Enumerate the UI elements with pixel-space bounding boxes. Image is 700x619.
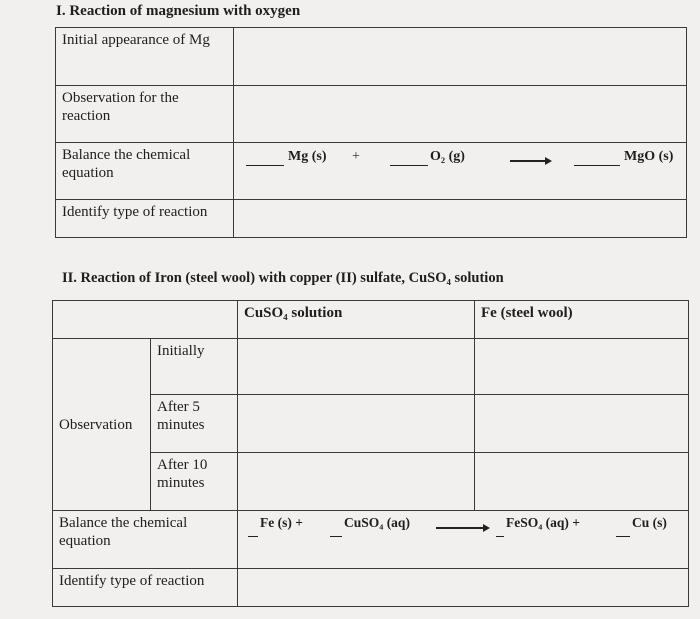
- row-label-balance: Balance the chemical equation: [56, 143, 234, 200]
- header-blank: [53, 301, 238, 339]
- row-label-identify: Identify type of reaction: [56, 200, 234, 238]
- eq-reactant-mg: Mg (s): [288, 149, 327, 164]
- section2-title: II. Reaction of Iron (steel wool) with copper (II) sulfate, CuSO₄ solution: [62, 270, 504, 286]
- answer-cell-identify-fe[interactable]: [238, 569, 689, 607]
- eq-reactant-cuso4: CuSO₄ (aq): [344, 515, 410, 530]
- time-after-10: After 10 minutes: [151, 453, 238, 511]
- eq-reactant-fe: Fe (s) +: [260, 515, 303, 530]
- observation-label: Observation: [53, 339, 151, 511]
- iron-table: [52, 300, 689, 607]
- equation-cell-mg: [234, 143, 687, 200]
- eq-product-mgo: MgO (s): [624, 149, 674, 164]
- col-header-cuso4: CuSO₄ solution: [238, 301, 475, 339]
- row-label-initial-appearance: Initial appearance of Mg: [56, 28, 234, 86]
- cell-fe-after-10[interactable]: [475, 453, 689, 511]
- cell-fe-after-5[interactable]: [475, 395, 689, 453]
- eq-product-cu: Cu (s): [632, 515, 667, 530]
- cell-cuso4-after-5[interactable]: [238, 395, 475, 453]
- cell-fe-initially[interactable]: [475, 339, 689, 395]
- col-header-fe: Fe (steel wool): [475, 301, 689, 339]
- section1-title: I. Reaction of magnesium with oxygen: [56, 3, 301, 19]
- answer-cell-identify[interactable]: [234, 200, 687, 238]
- cell-cuso4-after-10[interactable]: [238, 453, 475, 511]
- answer-cell-initial-appearance[interactable]: [234, 28, 687, 86]
- eq-product-feso4: FeSO₄ (aq) +: [506, 515, 580, 530]
- time-initially: Initially: [151, 339, 238, 395]
- time-after-5: After 5 minutes: [151, 395, 238, 453]
- balance-label: Balance the chemical equation: [53, 511, 238, 569]
- equation-cell-fe: [238, 511, 689, 569]
- answer-cell-observation[interactable]: [234, 86, 687, 143]
- magnesium-table: [55, 27, 687, 238]
- cell-cuso4-initially[interactable]: [238, 339, 475, 395]
- row-label-observation: Observation for the reaction: [56, 86, 234, 143]
- eq-plus: +: [352, 149, 360, 164]
- eq-reactant-o2: O₂ (g): [430, 149, 465, 164]
- identify-label: Identify type of reaction: [53, 569, 238, 607]
